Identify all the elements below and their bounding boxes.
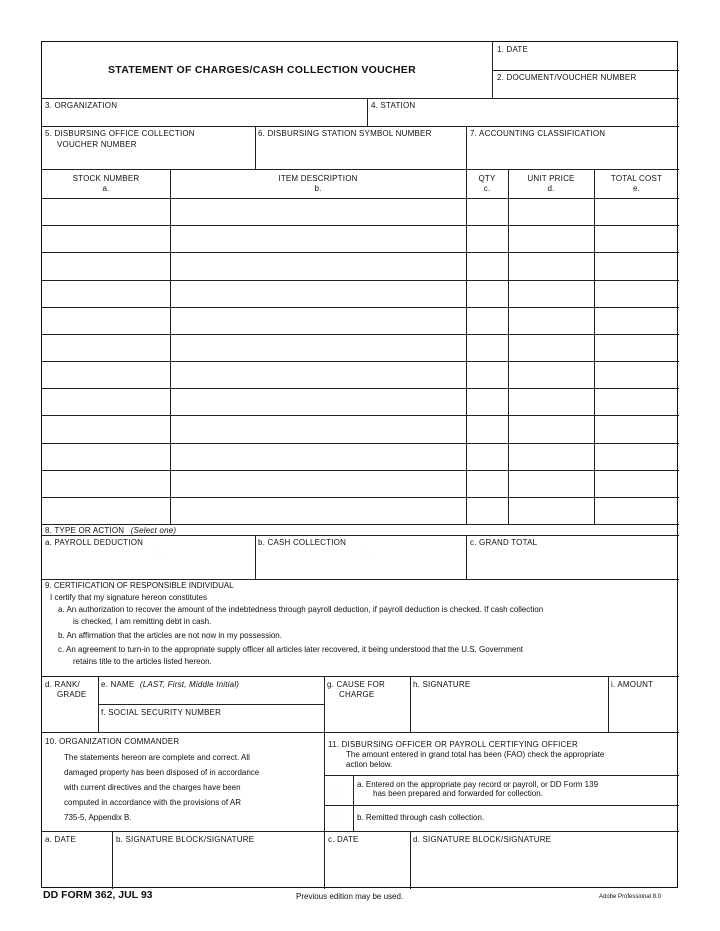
disbursing-officer-label: 11. DISBURSING OFFICER OR PAYROLL CERTIFYING OFFICER: [328, 740, 578, 749]
cell-total-cost[interactable]: [596, 499, 677, 522]
date-sig-top-line: [42, 831, 679, 832]
cell-qty[interactable]: [468, 227, 506, 250]
commander-signature-label: b. SIGNATURE BLOCK/SIGNATURE: [116, 835, 255, 844]
cell-qty[interactable]: [468, 282, 506, 305]
payroll-deduction-label: a. PAYROLL DEDUCTION: [45, 538, 144, 547]
cell-stock-number[interactable]: [44, 390, 168, 413]
col-header-unit-price: [508, 174, 594, 194]
cell-total-cost[interactable]: [596, 390, 677, 413]
document-number-field[interactable]: [494, 83, 676, 97]
row-line: [42, 126, 679, 127]
col-header-text: TOTAL COST: [610, 174, 663, 183]
section10-11-divider: [324, 732, 325, 889]
row5-divider-2: [466, 126, 467, 169]
cell-stock-number[interactable]: [44, 309, 168, 332]
cell-unit-price[interactable]: [510, 390, 592, 413]
signature-label: h. SIGNATURE: [413, 680, 471, 689]
cell-total-cost[interactable]: [596, 417, 677, 440]
rank-label: d. RANK/: [45, 680, 80, 689]
table-row-line: [42, 334, 679, 335]
date-label: 1. DATE: [497, 45, 529, 54]
cell-total-cost[interactable]: [596, 200, 677, 223]
signature-field[interactable]: [412, 692, 606, 730]
cell-item-description[interactable]: [172, 390, 464, 413]
organization-commander-label: 10. ORGANIZATION COMMANDER: [45, 737, 180, 746]
cell-qty[interactable]: [468, 390, 506, 413]
cell-qty[interactable]: [468, 309, 506, 332]
cell-unit-price[interactable]: [510, 336, 592, 359]
rowd-divider-4: [608, 676, 609, 732]
name-label: [101, 680, 239, 690]
name-label-hint: (LAST, First, Middle Initial): [139, 680, 240, 689]
table-column-line: [508, 169, 509, 524]
cash-collection-label: b. CASH COLLECTION: [258, 538, 347, 547]
cell-unit-price[interactable]: [510, 472, 592, 495]
form-id: DD FORM 362, JUL 93: [43, 889, 153, 901]
officer-signature-field[interactable]: [412, 847, 676, 885]
cell-qty[interactable]: [468, 445, 506, 468]
amount-field[interactable]: [610, 692, 676, 730]
col-header-item-description: [170, 174, 466, 194]
cell-item-description[interactable]: [172, 282, 464, 305]
cell-item-description[interactable]: [172, 254, 464, 277]
col-header-letter: d.: [547, 184, 555, 193]
cell-stock-number[interactable]: [44, 200, 168, 223]
charge-label: CHARGE: [339, 690, 375, 699]
cell-unit-price[interactable]: [510, 309, 592, 332]
cell-total-cost[interactable]: [596, 309, 677, 332]
col-header-text: QTY: [478, 174, 496, 183]
col-header-text: STOCK NUMBER: [72, 174, 140, 183]
cell-total-cost[interactable]: [596, 445, 677, 468]
option-a-checkbox[interactable]: [332, 785, 344, 797]
cell-total-cost[interactable]: [596, 227, 677, 250]
cell-unit-price[interactable]: [510, 227, 592, 250]
cell-stock-number[interactable]: [44, 336, 168, 359]
table-row-line: [42, 443, 679, 444]
disbursing-station-symbol-field[interactable]: [257, 142, 464, 166]
rank-grade-field[interactable]: [44, 706, 96, 730]
name-ssn-line: [98, 704, 324, 705]
certification-b: b. An affirmation that the articles are not now in my possession.: [58, 631, 282, 640]
cell-unit-price[interactable]: [510, 417, 592, 440]
cell-item-description[interactable]: [172, 336, 464, 359]
payroll-deduction-checkbox[interactable]: [152, 550, 162, 560]
type-of-action-text: 8. TYPE OR ACTION: [45, 526, 125, 535]
commander-date-label: a. DATE: [45, 835, 77, 844]
name-field[interactable]: [100, 690, 322, 703]
cell-item-description[interactable]: [172, 200, 464, 223]
cell-total-cost[interactable]: [596, 282, 677, 305]
rowd-top-line: [42, 676, 679, 677]
certification-intro: I certify that my signature hereon constitutes: [50, 593, 207, 602]
ssn-field[interactable]: [100, 718, 322, 731]
cell-qty[interactable]: [468, 254, 506, 277]
cell-unit-price[interactable]: [510, 282, 592, 305]
header-mid-line: [492, 70, 679, 71]
grade-label: GRADE: [57, 690, 87, 699]
option-b-label: b. Remitted through cash collection.: [357, 813, 485, 822]
accounting-classification-field[interactable]: [468, 142, 676, 166]
name-label-text: e. NAME: [101, 680, 135, 689]
rowd-divider-3: [410, 676, 411, 732]
cell-unit-price[interactable]: [510, 499, 592, 522]
table-header-line: [42, 198, 679, 199]
cell-qty[interactable]: [468, 336, 506, 359]
cell-qty[interactable]: [468, 499, 506, 522]
cell-stock-number[interactable]: [44, 363, 168, 386]
cell-unit-price[interactable]: [510, 200, 592, 223]
cause-for-charge-label: [327, 680, 385, 700]
officer-date-field[interactable]: [326, 847, 408, 885]
commander-statement-line: damaged property has been disposed of in accordance: [64, 768, 260, 777]
col-header-stock-number: [42, 174, 170, 194]
cell-stock-number[interactable]: [44, 472, 168, 495]
previous-edition-note: Previous edition may be used.: [296, 892, 404, 901]
cell-item-description[interactable]: [172, 227, 464, 250]
disbursing-intro-cont: action below.: [346, 760, 393, 769]
cell-qty[interactable]: [468, 472, 506, 495]
grand-total-field[interactable]: [470, 550, 676, 576]
certification-c: c. An agreement to turn-in to the appropriate supply officer all articles later recovered, it being understood that the U.S. Government: [58, 645, 523, 654]
amount-label: i. AMOUNT: [611, 680, 654, 689]
table-column-line: [594, 169, 595, 524]
option-a-top-line: [324, 775, 679, 776]
table-row-line: [42, 280, 679, 281]
col-header-text: UNIT PRICE: [527, 174, 575, 183]
certification-label: 9. CERTIFICATION OF RESPONSIBLE INDIVIDUAL: [45, 581, 234, 590]
form-title: STATEMENT OF CHARGES/CASH COLLECTION VOUCHER: [108, 64, 416, 76]
col-header-total-cost: [594, 174, 679, 194]
option-box-divider: [353, 775, 354, 831]
organization-label: 3. ORGANIZATION: [45, 101, 118, 110]
col-header-letter: b.: [314, 184, 322, 193]
station-field[interactable]: [369, 111, 676, 125]
table-row-line: [42, 470, 679, 471]
certification-a-cont: is checked, I am remitting debt in cash.: [73, 617, 212, 626]
section10-top-line: [42, 732, 679, 733]
officer-date-label: c. DATE: [328, 835, 359, 844]
organization-field[interactable]: [44, 111, 364, 125]
cell-stock-number[interactable]: [44, 445, 168, 468]
table-row-line: [42, 497, 679, 498]
commander-statement-line: 735-5, Appendix B.: [64, 813, 132, 822]
date-field[interactable]: [494, 55, 676, 69]
disbursing-office-voucher-label: 5. DISBURSING OFFICE COLLECTION: [45, 129, 195, 138]
cell-total-cost[interactable]: [596, 336, 677, 359]
option-b-top-line: [324, 805, 679, 806]
cause-label: g. CAUSE FOR: [327, 680, 385, 689]
date-sig-divider-2: [410, 831, 411, 889]
cell-stock-number[interactable]: [44, 254, 168, 277]
table-row-line: [42, 415, 679, 416]
rowd-divider-2: [324, 676, 325, 732]
section8-divider-2: [466, 535, 467, 579]
cell-total-cost[interactable]: [596, 472, 677, 495]
certification-a: a. An authorization to recover the amount of the indebtedness through payroll deduction, if payroll deduction is checked. If cash collection: [58, 605, 544, 614]
date-sig-divider-1: [112, 831, 113, 889]
officer-signature-label: d. SIGNATURE BLOCK/SIGNATURE: [413, 835, 552, 844]
disbursing-office-voucher-label-2: VOUCHER NUMBER: [57, 140, 137, 149]
cell-qty[interactable]: [468, 363, 506, 386]
disbursing-intro: The amount entered in grand total has been (FAO) check the appropriate: [346, 750, 605, 759]
option-b-checkbox[interactable]: [332, 811, 344, 823]
cell-qty[interactable]: [468, 417, 506, 440]
cell-qty[interactable]: [468, 200, 506, 223]
cause-for-charge-field[interactable]: [326, 706, 408, 730]
ssn-label: f. SOCIAL SECURITY NUMBER: [101, 708, 222, 717]
section9-top-line: [42, 579, 679, 580]
cell-item-description[interactable]: [172, 472, 464, 495]
table-row-line: [42, 388, 679, 389]
cell-item-description[interactable]: [172, 417, 464, 440]
cell-unit-price[interactable]: [510, 363, 592, 386]
type-of-action-hint: (Select one): [130, 526, 177, 535]
form-frame: [41, 41, 678, 888]
table-column-line: [170, 169, 171, 524]
cell-unit-price[interactable]: [510, 445, 592, 468]
accounting-classification-label: 7. ACCOUNTING CLASSIFICATION: [470, 129, 606, 138]
disbursing-station-symbol-label: 6. DISBURSING STATION SYMBOL NUMBER: [258, 129, 432, 138]
certification-c-cont: retains title to the articles listed hereon.: [73, 657, 212, 666]
row-line: [42, 98, 679, 99]
cell-stock-number[interactable]: [44, 282, 168, 305]
commander-statement-line: The statements hereon are complete and correct. All: [64, 753, 250, 762]
col-header-text: ITEM DESCRIPTION: [278, 174, 358, 183]
software-note: Adobe Professional 8.0: [599, 894, 662, 900]
row5-divider-1: [255, 126, 256, 169]
cell-unit-price[interactable]: [510, 254, 592, 277]
col-header-qty: [466, 174, 508, 194]
table-row-line: [42, 252, 679, 253]
cell-item-description[interactable]: [172, 445, 464, 468]
grand-total-label: c. GRAND TOTAL: [470, 538, 538, 547]
commander-statement-line: computed in accordance with the provisions of AR: [64, 798, 241, 807]
cell-total-cost[interactable]: [596, 363, 677, 386]
commander-signature-field[interactable]: [114, 847, 322, 885]
document-number-label: 2. DOCUMENT/VOUCHER NUMBER: [497, 73, 637, 82]
table-row-line: [42, 225, 679, 226]
rank-grade-label: [45, 680, 86, 700]
table-row-line: [42, 307, 679, 308]
station-label: 4. STATION: [371, 101, 416, 110]
table-column-line: [466, 169, 467, 524]
section8-mid-line: [42, 535, 679, 536]
commander-statement-line: with current directives and the charges have been: [64, 783, 241, 792]
cell-stock-number[interactable]: [44, 417, 168, 440]
cell-stock-number[interactable]: [44, 227, 168, 250]
cash-collection-checkbox[interactable]: [362, 550, 372, 560]
cell-item-description[interactable]: [172, 499, 464, 522]
table-top-line: [42, 169, 679, 170]
cell-stock-number[interactable]: [44, 499, 168, 522]
section8-top-line: [42, 524, 679, 525]
col-header-letter: c.: [483, 184, 491, 193]
col-header-letter: e.: [632, 184, 641, 193]
cell-total-cost[interactable]: [596, 254, 677, 277]
cell-item-description[interactable]: [172, 363, 464, 386]
disbursing-office-voucher-field[interactable]: [44, 152, 252, 166]
option-a-label-cont: has been prepared and forwarded for collection.: [373, 789, 543, 798]
option-a-label: a. Entered on the appropriate pay record or payroll, or DD Form 139: [357, 780, 599, 789]
org-divider: [367, 98, 368, 126]
col-header-letter: a.: [102, 184, 110, 193]
section8-divider-1: [255, 535, 256, 579]
cell-item-description[interactable]: [172, 309, 464, 332]
table-row-line: [42, 361, 679, 362]
commander-date-field[interactable]: [44, 847, 110, 885]
